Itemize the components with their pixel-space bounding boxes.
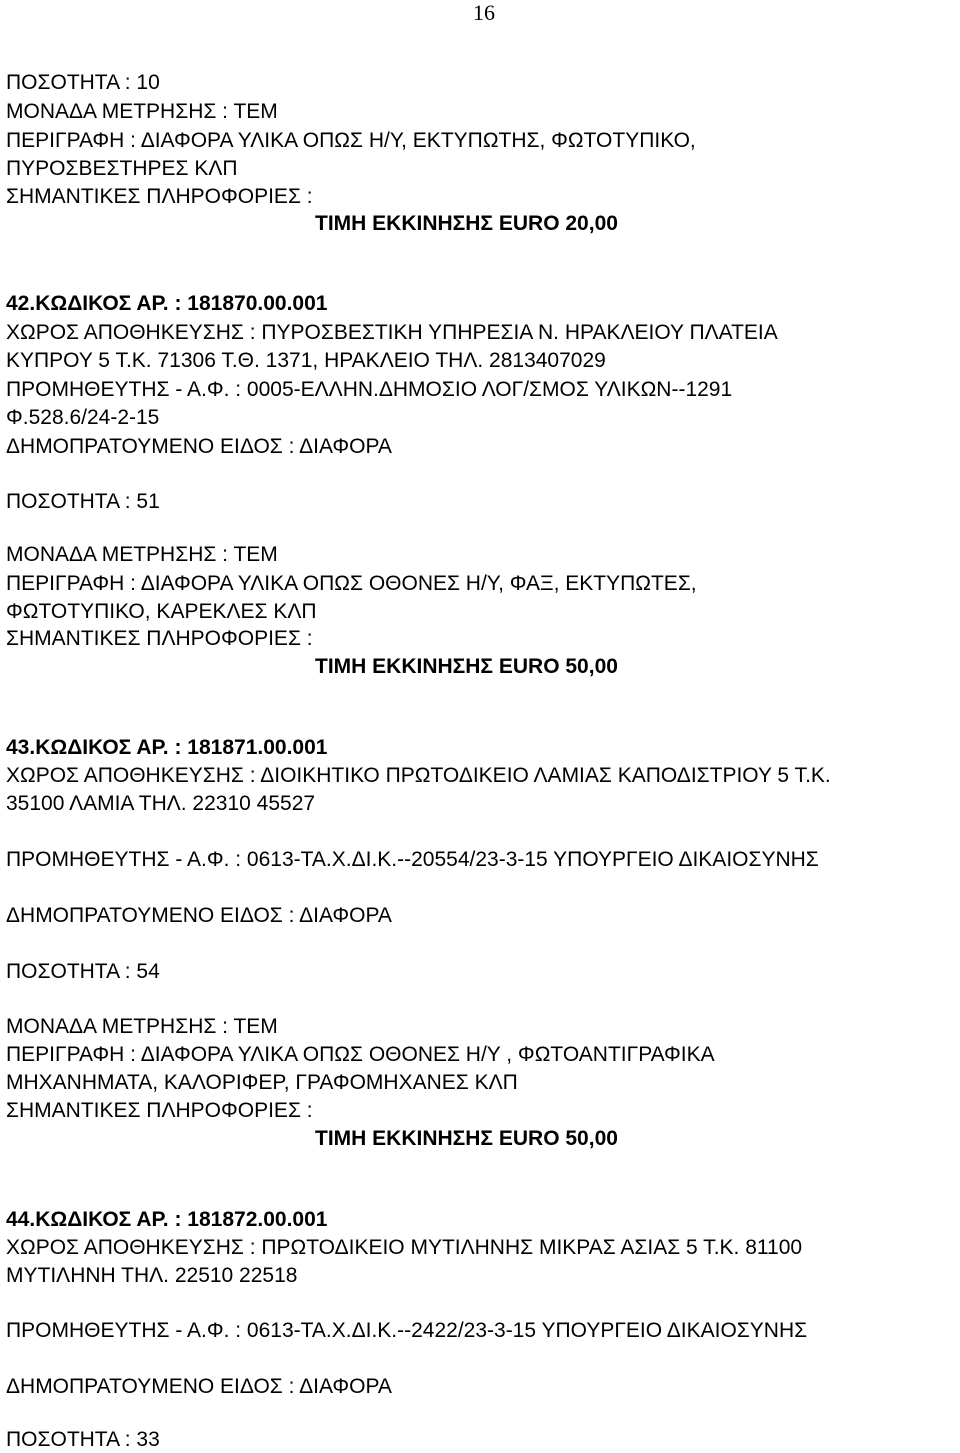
description-line: ΠΥΡΟΣΒΕΣΤΗΡΕΣ ΚΛΠ bbox=[6, 157, 238, 180]
storage-location-line: 35100 ΛΑΜΙΑ ΤΗΛ. 22310 45527 bbox=[6, 792, 316, 815]
description-line: ΠΕΡΙΓΡΑΦΗ : ΔΙΑΦΟΡΑ ΥΛΙΚΑ ΟΠΩΣ ΟΘΟΝΕΣ Η/Υ, ΦΑΞ, ΕΚΤΥΠΩΤΕΣ, bbox=[6, 572, 697, 595]
auctioned-item-line: ΔΗΜΟΠΡΑΤΟΥΜΕΝΟ ΕΙΔΟΣ : ΔΙΑΦΟΡΑ bbox=[6, 1375, 392, 1398]
quantity-line: ΠΟΣΟΤΗΤΑ : 51 bbox=[6, 490, 160, 513]
important-info-line: ΣΗΜΑΝΤΙΚΕΣ ΠΛΗΡΟΦΟΡΙΕΣ : bbox=[6, 627, 313, 650]
description-line: ΜΗΧΑΝΗΜΑΤΑ, ΚΑΛΟΡΙΦΕΡ, ΓΡΑΦΟΜΗΧΑΝΕΣ ΚΛΠ bbox=[6, 1071, 518, 1094]
supplier-line: ΠΡΟΜΗΘΕΥΤΗΣ - Α.Φ. : 0005-ΕΛΛΗΝ.ΔΗΜΟΣΙΟ ΛΟΓ/ΣΜΟΣ ΥΛΙΚΩΝ--1291 bbox=[6, 378, 733, 401]
storage-location-line: ΚΥΠΡΟΥ 5 Τ.Κ. 71306 Τ.Θ. 1371, ΗΡΑΚΛΕΙΟ ΤΗΛ. 2813407029 bbox=[6, 349, 606, 372]
important-info-line: ΣΗΜΑΝΤΙΚΕΣ ΠΛΗΡΟΦΟΡΙΕΣ : bbox=[6, 185, 313, 208]
page-number: 16 bbox=[473, 0, 495, 25]
unit-line: ΜΟΝΑΔΑ ΜΕΤΡΗΣΗΣ : ΤΕΜ bbox=[6, 1015, 278, 1038]
storage-location-line: ΧΩΡΟΣ ΑΠΟΘΗΚΕΥΣΗΣ : ΠΡΩΤΟΔΙΚΕΙΟ ΜΥΤΙΛΗΝΗΣ ΜΙΚΡΑΣ ΑΣΙΑΣ 5 Τ.Κ. 81100 bbox=[6, 1236, 803, 1259]
storage-location-line: ΧΩΡΟΣ ΑΠΟΘΗΚΕΥΣΗΣ : ΠΥΡΟΣΒΕΣΤΙΚΗ ΥΠΗΡΕΣΙΑ Ν. ΗΡΑΚΛΕΙΟΥ ΠΛΑΤΕΙΑ bbox=[6, 321, 778, 344]
important-info-line: ΣΗΜΑΝΤΙΚΕΣ ΠΛΗΡΟΦΟΡΙΕΣ : bbox=[6, 1099, 313, 1122]
auctioned-item-line: ΔΗΜΟΠΡΑΤΟΥΜΕΝΟ ΕΙΔΟΣ : ΔΙΑΦΟΡΑ bbox=[6, 904, 392, 927]
storage-location-line: ΜΥΤΙΛΗΝΗ ΤΗΛ. 22510 22518 bbox=[6, 1264, 298, 1287]
description-line: ΦΩΤΟΤΥΠΙΚΟ, ΚΑΡΕΚΛΕΣ ΚΛΠ bbox=[6, 600, 317, 623]
supplier-line: Φ.528.6/24-2-15 bbox=[6, 406, 160, 429]
unit-line: ΜΟΝΑΔΑ ΜΕΤΡΗΣΗΣ : ΤΕΜ bbox=[6, 100, 278, 123]
storage-location-line: ΧΩΡΟΣ ΑΠΟΘΗΚΕΥΣΗΣ : ΔΙΟΙΚΗΤΙΚΟ ΠΡΩΤΟΔΙΚΕΙΟ ΛΑΜΙΑΣ ΚΑΠΟΔΙΣΤΡΙΟΥ 5 Τ.Κ. bbox=[6, 764, 831, 787]
description-line: ΠΕΡΙΓΡΑΦΗ : ΔΙΑΦΟΡΑ ΥΛΙΚΑ ΟΠΩΣ ΟΘΟΝΕΣ Η/Υ , ΦΩΤΟΑΝΤΙΓΡΑΦΙΚΑ bbox=[6, 1043, 715, 1066]
starting-price-line: ΤΙΜΗ ΕΚΚΙΝΗΣΗΣ EURO 20,00 bbox=[315, 212, 618, 235]
quantity-line: ΠΟΣΟΤΗΤΑ : 10 bbox=[6, 71, 160, 94]
quantity-line: ΠΟΣΟΤΗΤΑ : 54 bbox=[6, 960, 160, 983]
description-line: ΠΕΡΙΓΡΑΦΗ : ΔΙΑΦΟΡΑ ΥΛΙΚΑ ΟΠΩΣ Η/Υ, ΕΚΤΥΠΩΤΗΣ, ΦΩΤΟΤΥΠΙΚΟ, bbox=[6, 129, 696, 152]
starting-price-line: ΤΙΜΗ ΕΚΚΙΝΗΣΗΣ EURO 50,00 bbox=[315, 1127, 618, 1150]
quantity-line: ΠΟΣΟΤΗΤΑ : 33 bbox=[6, 1428, 160, 1451]
item-code-line: 44.ΚΩΔΙΚΟΣ ΑΡ. : 181872.00.001 bbox=[6, 1208, 328, 1231]
starting-price-line: ΤΙΜΗ ΕΚΚΙΝΗΣΗΣ EURO 50,00 bbox=[315, 655, 618, 678]
item-code-line: 42.ΚΩΔΙΚΟΣ ΑΡ. : 181870.00.001 bbox=[6, 292, 328, 315]
unit-line: ΜΟΝΑΔΑ ΜΕΤΡΗΣΗΣ : ΤΕΜ bbox=[6, 543, 278, 566]
auctioned-item-line: ΔΗΜΟΠΡΑΤΟΥΜΕΝΟ ΕΙΔΟΣ : ΔΙΑΦΟΡΑ bbox=[6, 435, 392, 458]
supplier-line: ΠΡΟΜΗΘΕΥΤΗΣ - Α.Φ. : 0613-ΤΑ.Χ.ΔΙ.Κ.--20554/23-3-15 ΥΠΟΥΡΓΕΙΟ ΔΙΚΑΙΟΣΥΝΗΣ bbox=[6, 848, 819, 871]
item-code-line: 43.ΚΩΔΙΚΟΣ ΑΡ. : 181871.00.001 bbox=[6, 736, 328, 759]
supplier-line: ΠΡΟΜΗΘΕΥΤΗΣ - Α.Φ. : 0613-ΤΑ.Χ.ΔΙ.Κ.--2422/23-3-15 ΥΠΟΥΡΓΕΙΟ ΔΙΚΑΙΟΣΥΝΗΣ bbox=[6, 1319, 808, 1342]
